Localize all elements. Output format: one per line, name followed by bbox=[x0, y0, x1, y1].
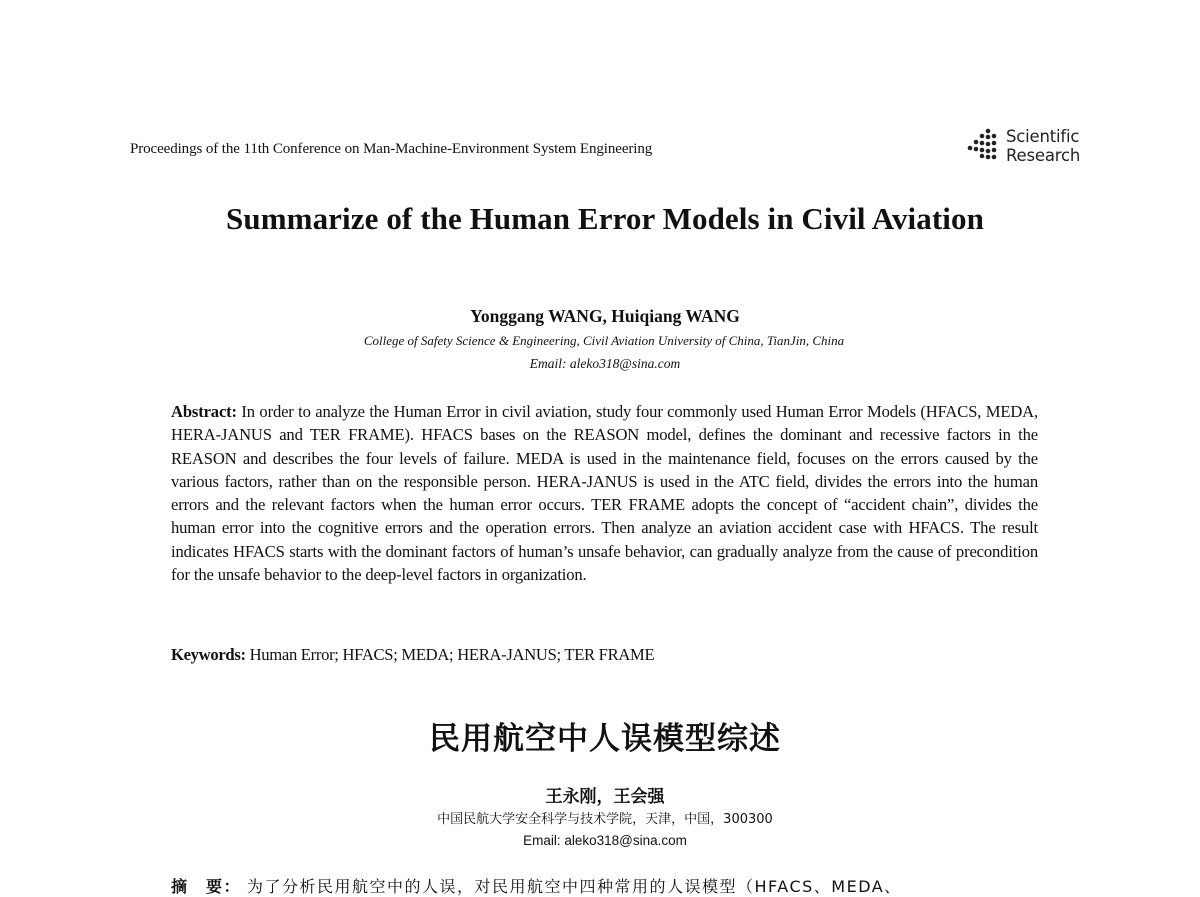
paper-email: Email: aleko318@sina.com bbox=[529, 356, 681, 371]
running-head: Proceedings of the 11th Conference on Man-Machine-Environment System Engineering bbox=[130, 141, 653, 157]
abstract-label: Abstract: bbox=[171, 402, 237, 421]
chinese-abstract-label: 摘 要： bbox=[171, 877, 242, 896]
paper-title: Summarize of the Human Error Models in Civil Aviation bbox=[226, 201, 984, 236]
logo-line-2: Research bbox=[1006, 146, 1081, 165]
chinese-email: Email: aleko318@sina.com bbox=[523, 833, 687, 848]
chinese-title: 民用航空中人误模型综述 bbox=[429, 721, 781, 757]
paper-affiliation: College of Safety Science & Engineering, Civil Aviation University of China, TianJin, China bbox=[363, 333, 845, 348]
logo-text bbox=[1006, 127, 1080, 165]
chinese-affiliation: 中国民航大学安全科学与技术学院，天津，中国，300300 bbox=[437, 812, 773, 827]
abstract-text: In order to analyze the Human Error in civil aviation, study four commonly used Human Error Models (HFACS, MEDA, HERA-JANUS and TER FRAME). HFACS bases on the REASON model, defines the dominant and recessive factors in the REASON and describes the four levels of failure. MEDA is used in the maintenance field, focuses on the errors caused by the various factors, rather than on the responsible person. HERA-JANUS is used in the ATC field, divides the errors into the human errors and the relevant factors when the human error occurs. TER FRAME adopts the concept of “accident chain”, divides the human error into the cognitive errors and the operation errors. Then analyze an aviation accident case with HFACS. The result indicates HFACS starts with the dominant factors of human’s unsafe behavior, can gradually analyze from the cause of precondition for the unsafe behavior to the deep-level factors in organization. bbox=[171, 402, 1038, 585]
keywords-text: Human Error; HFACS; MEDA; HERA-JANUS; TER FRAME bbox=[249, 645, 655, 664]
chinese-abstract bbox=[171, 874, 1071, 897]
chinese-authors: 王永刚，王会强 bbox=[545, 787, 665, 807]
chinese-abstract-text: 为了分析民用航空中的人误，对民用航空中四种常用的人误模型（HFACS、MEDA、 bbox=[247, 877, 902, 896]
abstract bbox=[171, 400, 1038, 586]
scientific-research-logo bbox=[966, 127, 1086, 167]
paper-authors: Yonggang WANG, Huiqiang WANG bbox=[470, 306, 740, 326]
logo-line-1: Scientific bbox=[1006, 127, 1080, 146]
keywords bbox=[171, 645, 654, 665]
keywords-label: Keywords: bbox=[171, 645, 246, 664]
dots-logo-icon bbox=[966, 127, 1006, 163]
